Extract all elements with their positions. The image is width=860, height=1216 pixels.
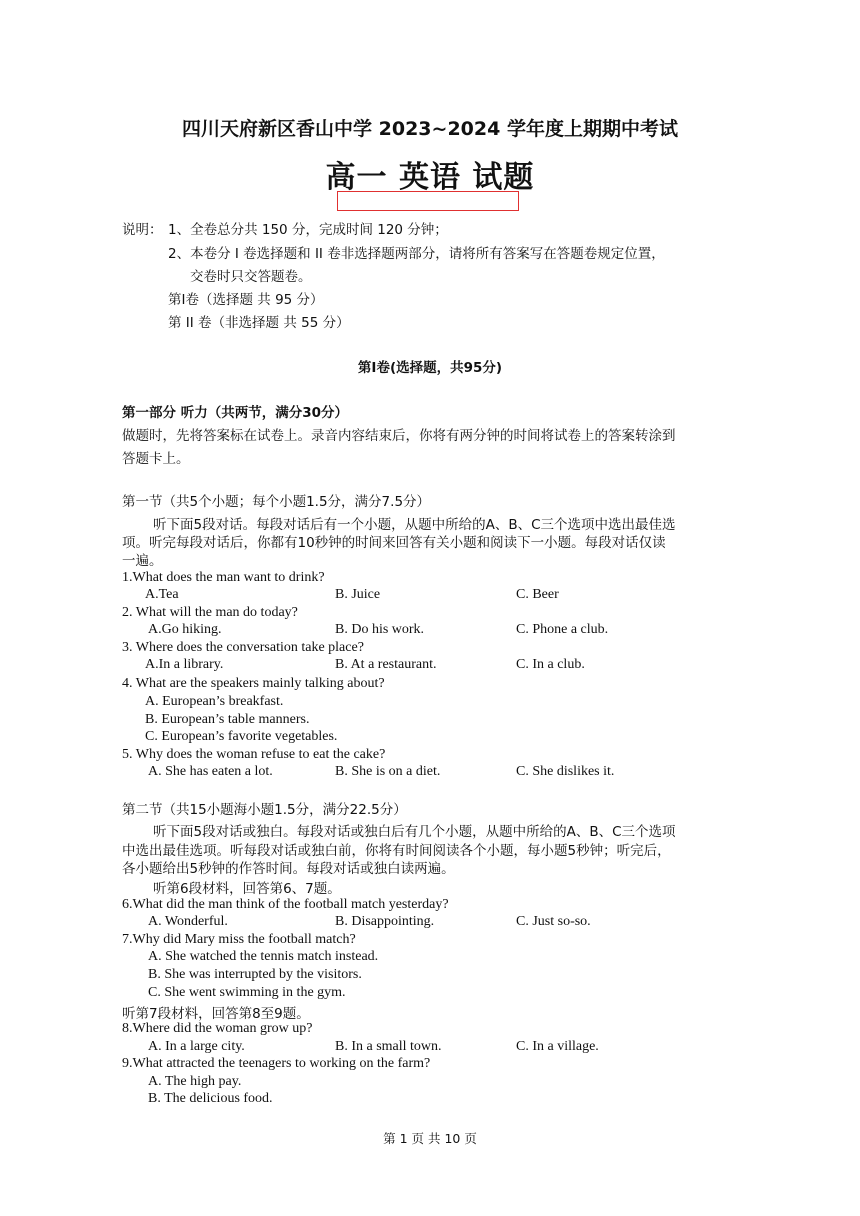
question-1-stem: 1.What does the man want to drink?	[122, 570, 325, 585]
question-7-option-b: B. She was interrupted by the visitors.	[148, 967, 362, 982]
question-3-stem: 3. Where does the conversation take place?	[122, 640, 364, 655]
part-1-heading: 第一部分 听力（共两节，满分30分）	[122, 405, 348, 421]
question-1-option-a: A.Tea	[145, 587, 179, 602]
part-1-intro-line-1: 做题时，先将答案标在试卷上。录音内容结束后，你将有两分钟的时间将试卷上的答案转涂到	[122, 428, 676, 444]
question-3-option-c: C. In a club.	[516, 657, 585, 672]
section-1-directions-line-3: 一遍。	[122, 553, 163, 569]
question-6-option-b: B. Disappointing.	[335, 914, 435, 929]
section-1-heading: 第一节（共5个小题；每个小题1.5分，满分7.5分）	[122, 494, 431, 510]
instruction-item-1: 1、全卷总分共 150 分，完成时间 120 分钟；	[168, 222, 448, 238]
question-5-option-b: B. She is on a diet.	[335, 764, 441, 779]
question-2-option-b: B. Do his work.	[335, 622, 425, 637]
question-6-stem: 6.What did the man think of the football match yesterday?	[122, 897, 449, 912]
question-6-option-a: A. Wonderful.	[148, 914, 228, 929]
question-6-option-c: C. Just so-so.	[516, 914, 591, 929]
question-2-option-c: C. Phone a club.	[516, 622, 609, 637]
section-2-heading: 第二节（共15小题海小题1.5分，满分22.5分）	[122, 802, 407, 818]
question-4-option-b: B. European’s table manners.	[145, 712, 310, 727]
question-7-option-c: C. She went swimming in the gym.	[148, 985, 346, 1000]
question-5-option-c: C. She dislikes it.	[516, 764, 615, 779]
instruction-item-2: 2、本卷分 Ⅰ 卷选择题和 II 卷非选择题两部分，请将所有答案写在答题卷规定位置，	[168, 246, 665, 262]
section-2-directions-line-2: 中选出最佳选项。听每段对话或独白前，你将有时间阅读各个小题，每小题5秒钟；听完后，	[122, 843, 671, 859]
instructions-label: 说明：	[122, 222, 163, 238]
question-5-option-a: A. She has eaten a lot.	[148, 764, 273, 779]
volume-1-note: 第Ⅰ卷（选择题 共 95 分）	[168, 292, 324, 308]
part-1-intro-line-2: 答题卡上。	[122, 451, 190, 467]
question-8-option-c: C. In a village.	[516, 1039, 599, 1054]
exam-subject-title: 高一 英语 试题	[325, 160, 535, 195]
question-4-stem: 4. What are the speakers mainly talking about?	[122, 676, 385, 691]
question-1-option-b: B. Juice	[335, 587, 381, 602]
name-blank-box	[337, 191, 519, 211]
question-3-option-b: B. At a restaurant.	[335, 657, 437, 672]
question-3-option-a: A.In a library.	[145, 657, 224, 672]
question-4-option-c: C. European’s favorite vegetables.	[145, 729, 338, 744]
section-2-directions-line-1: 听下面5段对话或独白。每段对话或独白后有几个小题，从题中所给的A、B、C三个选项	[153, 824, 676, 840]
question-8-option-a: A. In a large city.	[148, 1039, 245, 1054]
section-1-directions-line-2: 项。听完每段对话后，你都有10秒钟的时间来回答有关小题和阅读下一小题。每段对话仅读	[122, 535, 666, 551]
section-2-directions-line-3: 各小题给出5秒钟的作答时间。每段对话或独白读两遍。	[122, 861, 455, 877]
question-9-option-a: A. The high pay.	[148, 1074, 242, 1089]
volume-heading: 第Ⅰ卷(选择题，共95分)	[357, 360, 503, 376]
section-1-directions-line-1: 听下面5段对话。每段对话后有一个小题，从题中所给的A、B、C三个选项中选出最佳选	[153, 517, 676, 533]
question-5-stem: 5. Why does the woman refuse to eat the cake?	[122, 747, 386, 762]
page-footer: 第 1 页 共 10 页	[383, 1131, 477, 1146]
question-8-option-b: B. In a small town.	[335, 1039, 442, 1054]
question-9-option-b: B. The delicious food.	[148, 1091, 273, 1106]
question-7-stem: 7.Why did Mary miss the football match?	[122, 932, 356, 947]
question-2-option-a: A.Go hiking.	[148, 622, 222, 637]
question-2-stem: 2. What will the man do today?	[122, 605, 298, 620]
material-6-note: 听第6段材料，回答第6、7题。	[153, 881, 341, 897]
question-1-option-c: C. Beer	[516, 587, 559, 602]
exam-school-title: 四川天府新区香山中学 2023~2024 学年度上期期中考试	[182, 118, 678, 140]
question-9-stem: 9.What attracted the teenagers to working on the farm?	[122, 1056, 431, 1071]
question-8-stem: 8.Where did the woman grow up?	[122, 1021, 313, 1036]
material-7-note: 听第7段材料，回答第8至9题。	[122, 1006, 310, 1022]
question-4-option-a: A. European’s breakfast.	[145, 694, 284, 709]
question-7-option-a: A. She watched the tennis match instead.	[148, 949, 379, 964]
instruction-item-2-cont: 交卷时只交答题卷。	[190, 269, 312, 285]
volume-2-note: 第 II 卷（非选择题 共 55 分）	[168, 315, 350, 331]
